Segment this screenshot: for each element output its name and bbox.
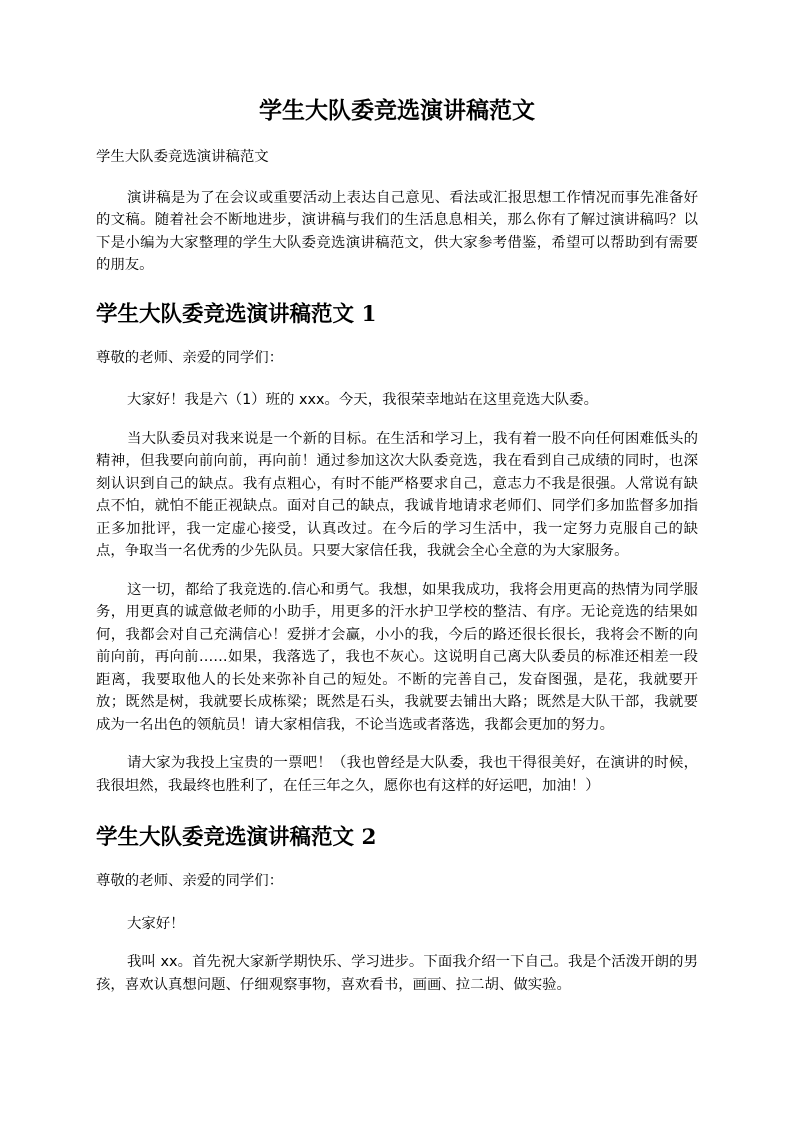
section-1-paragraph-1: 大家好！我是六（1）班的 xxx。今天，我很荣幸地站在这里竞选大队委。 [126, 392, 598, 408]
document-title: 学生大队委竞选演讲稿范文 [259, 97, 535, 124]
section-1-heading: 学生大队委竞选演讲稿范文 1 [96, 301, 377, 327]
intro-paragraph: 演讲稿是为了在会议或重要活动上表达自己意见、看法或汇报思想工作情况而事先准备好的文稿。随着社会不断地进步，演讲稿与我们的生活息息相关，那么你有了解过演讲稿吗？以下是小编为大家整理的学生大队委竞选演讲稿范文，供大家参考借鉴，希望可以帮助到有需要的朋友。 [96, 189, 698, 273]
section-1-paragraph-2: 当大队委员对我来说是一个新的目标。在生活和学习上，我有着一股不向任何困难低头的精神，但我要向前向前，再向前！通过参加这次大队委竞选，我在看到自己成绩的同时，也深刻认识到自己的缺点。我有点粗心，有时不能严格要求自己，意志力不我是很强。人常说有缺点不怕，就怕不能正视缺点。面对自己的缺点，我诚肯地请求老师们、同学们多加监督多加指正多加批评，我一定虚心接受，认真改过。在今后的学习生活中，我一定努力克服自己的缺点，争取当一名优秀的少先队员。只要大家信任我，我就会全心全意的为大家服务。 [96, 430, 698, 559]
section-2-paragraph-1: 大家好！ [126, 915, 185, 932]
section-2-paragraph-2: 我叫 xx。首先祝大家新学期快乐、学习进步。下面我介绍一下自己。我是个活泼开朗的男孩，喜欢认真想问题、仔细观察事物，喜欢看书，画画、拉二胡、做实验。 [96, 954, 698, 993]
section-2-heading: 学生大队委竞选演讲稿范文 2 [96, 825, 377, 850]
section-1-paragraph-3: 这一切，都给了我竞选的.信心和勇气。我想，如果我成功，我将会用更高的热情为同学服务，用更真的诚意做老师的小助手，用更多的汗水护卫学校的整洁、有序。无论竞选的结果如何，我都会对自己充满信心！爱拼才会赢，小小的我，今后的路还很长很长，我将会不断的向前向前，再向前……如果，我落选了，我也不灰心。这说明自己离大队委员的标准还相差一段距离，我要取他人的长处来弥补自己的短处。不断的完善自己，发奋图强，是花，我就要开放；既然是树，我就要长成栋梁；既然是石头，我就要去铺出大路；既然是大队干部，我就要成为一名出色的领航员！请大家相信我，不论当选或者落选，我都会更加的努力。 [96, 581, 698, 733]
section-2-salutation: 尊敬的老师、亲爱的同学们： [96, 873, 284, 889]
document-subtitle: 学生大队委竞选演讲稿范文 [96, 149, 269, 165]
document-body [96, 146, 698, 996]
section-1-paragraph-4: 请大家为我投上宝贵的一票吧！（我也曾经是大队委，我也干得很美好，在演讲的时候，我很坦然，我最终也胜利了，在任三年之久，愿你也有这样的好运吧，加油！） [96, 755, 698, 794]
section-1-salutation: 尊敬的老师、亲爱的同学们： [96, 349, 284, 366]
